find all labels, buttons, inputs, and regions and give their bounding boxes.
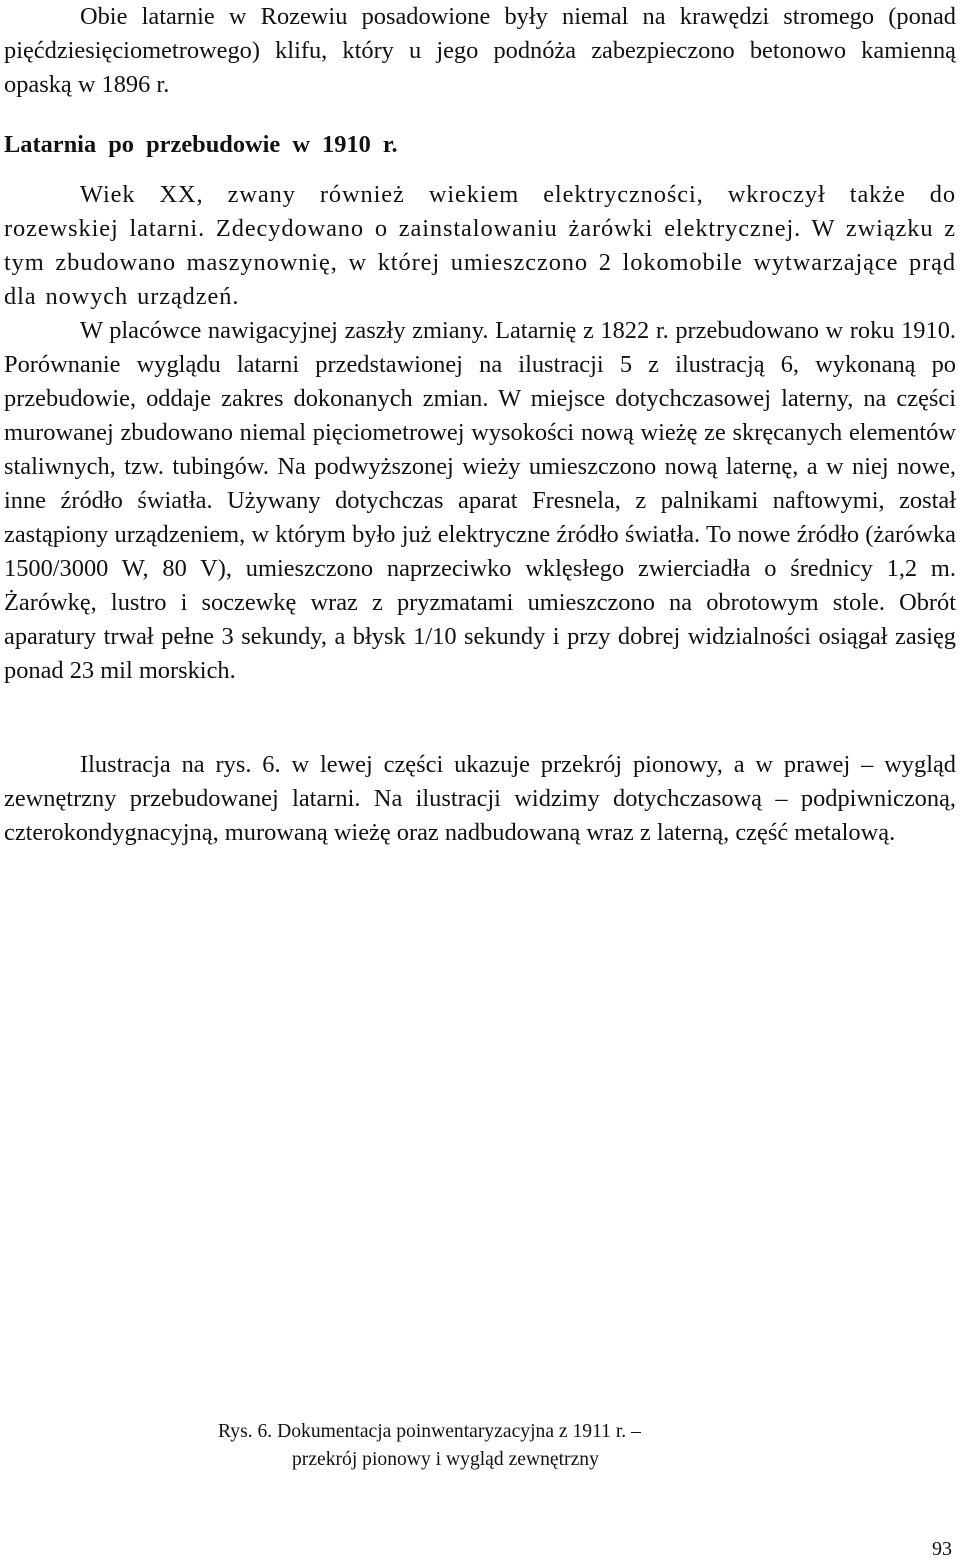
figure-caption-line-2: przekrój pionowy i wygląd zewnętrzny bbox=[292, 1449, 599, 1470]
intro-paragraph: Obie latarnie w Rozewiu posadowione były niemal na krawędzi stromego (ponad pięćdziesięciometrowego) klifu, który u jego podnóża zabezpieczono betonowo kamienną opaską w 1896 r. bbox=[4, 3, 956, 98]
paragraph-2: W placówce nawigacyjnej zaszły zmiany. Latarnię z 1822 r. przebudowano w roku 1910. Porównanie wyglądu latarni przedstawionej na ilustracji 5 z ilustracją 6, wykonaną po przebudowie, oddaje zakres dokonanych zmian. W miejsce dotychczasowej laterny, na części murowanej zbudowano niemal pięciometrowej wysokości nową wieżę ze skręcanych elementów staliwnych, tzw. tubingów. Na podwyższonej wieży umieszczono nową laternę, a w niej nowe, inne źródło światła. Używany dotychczas aparat Fresnela, z palnikami naftowymi, został zastąpiony urządzeniem, w którym było już elektryczne źródło światła. To nowe źródło (żarówka 1500/3000 W, 80 V), umieszczono naprzeciwko wklęsłego zwierciadła o średnicy 1,2 m. Żarówkę, lustro i soczewkę wraz z pryzmatami umieszczono na obrotowym stole. Obrót aparatury trwał pełne 3 sekundy, a błysk 1/10 sekundy i przy dobrej widzialności osiągał zasięg ponad 23 mil morskich. bbox=[4, 317, 956, 684]
paragraph-3: Ilustracja na rys. 6. w lewej części ukazuje przekrój pionowy, a w prawej – wygląd zewnętrzny przebudowanej latarni. Na ilustracji widzimy dotychczasową – podpiwniczoną, czterokondygnacyjną, murowaną wieżę oraz nadbudowaną wraz z laterną, część metalową. bbox=[4, 751, 956, 846]
section-heading: Latarnia po przebudowie w 1910 r. bbox=[4, 131, 398, 158]
page-number: 93 bbox=[932, 1538, 952, 1560]
figure-caption-line-1: Rys. 6. Dokumentacja poinwentaryzacyjna z 1911 r. – bbox=[218, 1421, 641, 1442]
paragraph-1: Wiek XX, zwany również wiekiem elektryczności, wkroczył także do rozewskiej latarni. Zdecydowano o zainstalowaniu żarówki elektrycznej. W związku z tym zbudowano maszynownię, w której umieszczono 2 lokomobile wytwarzające prąd dla nowych urządzeń. bbox=[4, 181, 956, 310]
figure-caption bbox=[218, 1418, 778, 1474]
